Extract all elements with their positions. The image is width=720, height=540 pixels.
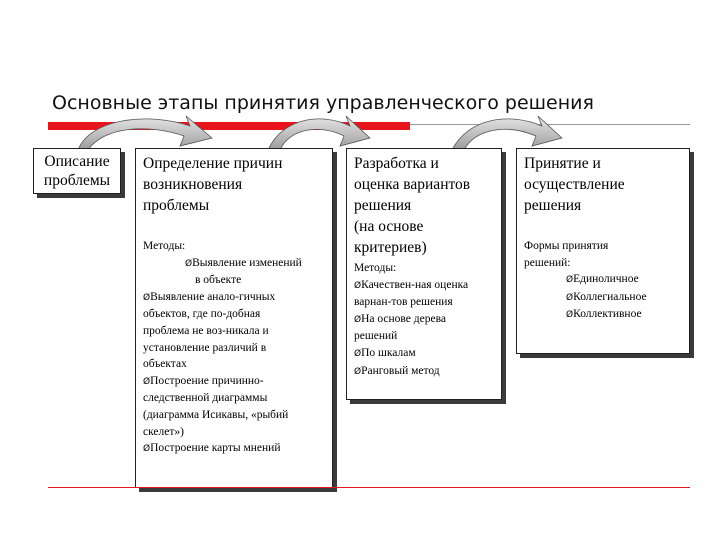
form-item: Единоличное [573, 273, 639, 286]
bullet-arrow-icon: Ø [354, 348, 362, 359]
method-item-continuation: объектах [143, 358, 187, 371]
method-item-continuation: установление различий в [143, 341, 267, 354]
bullet-arrow-icon: Ø [354, 366, 362, 377]
arrow-3-to-4 [452, 116, 562, 150]
stage-3-heading-line: (на основе [354, 218, 424, 235]
bottom-rule [48, 487, 690, 488]
bullet-arrow-icon: Ø [185, 258, 193, 269]
stage-1-heading-line: Описание [44, 153, 110, 170]
bullet-arrow-icon: Ø [143, 292, 151, 303]
method-item-continuation: варнан-тов решения [354, 296, 453, 309]
form-item: Коллегиальное [573, 290, 647, 303]
method-item: Построение причинно- [150, 374, 264, 387]
arrow-1-to-2 [78, 116, 212, 150]
bullet-arrow-icon: Ø [354, 280, 362, 291]
stage-3-heading-line: решения [354, 197, 412, 214]
stage-2-heading-line: возникновения [143, 176, 243, 193]
bullet-arrow-icon: Ø [354, 314, 362, 325]
method-item: На основе дерева [361, 312, 446, 325]
stage-4-forms-label: решений: [524, 256, 571, 269]
method-item: Качествен-ная оценка [361, 278, 469, 291]
stage-box-decision-implementation [516, 148, 690, 354]
stage-3-heading-line: Разработка и [354, 155, 439, 172]
stage-1-heading-line: проблемы [43, 172, 111, 189]
method-item-continuation: проблема не воз-никала и [143, 324, 269, 337]
stage-3-methods-label: Методы: [354, 262, 397, 274]
stage-3-heading-line: оценка вариантов [354, 176, 471, 193]
bullet-arrow-icon: Ø [566, 310, 574, 321]
method-item: Выявление изменений [192, 256, 302, 269]
bullet-arrow-icon: Ø [143, 376, 151, 387]
page-title: Основные этапы принятия управленческого решения [52, 92, 594, 114]
method-item-continuation: решений [354, 330, 398, 343]
method-item: Выявление анало-гичных [150, 290, 276, 303]
method-item: По шкалам [361, 346, 416, 359]
stage-box-cause-identification [135, 148, 333, 488]
stage-4-forms-label: Формы принятия [524, 240, 609, 252]
stage-4-heading-line: решения [524, 197, 582, 214]
bullet-arrow-icon: Ø [566, 292, 574, 303]
method-item-continuation: (диаграмма Исикавы, «рыбий [143, 408, 289, 421]
method-item-continuation: скелет») [143, 425, 184, 438]
stage-2-methods-label: Методы: [143, 240, 186, 252]
arrow-2-to-3 [268, 116, 370, 150]
stage-2-heading-line: Определение причин [143, 155, 283, 172]
bullet-arrow-icon: Ø [143, 444, 151, 455]
bullet-arrow-icon: Ø [566, 275, 574, 286]
form-item: Коллективное [573, 308, 642, 321]
stage-4-heading-line: осуществление [524, 176, 625, 193]
stage-3-heading-line: критериев) [354, 239, 427, 256]
stage-4-heading-line: Принятие и [524, 155, 601, 172]
method-item-continuation: объектов, где по-добная [143, 308, 261, 321]
method-item: Построение карты мнений [150, 442, 281, 455]
method-item: Ранговый метод [361, 364, 440, 377]
method-item-continuation: следственной диаграммы [143, 392, 268, 405]
method-item-continuation: в объекте [195, 274, 242, 287]
stage-2-heading-line: проблемы [143, 197, 210, 214]
stage-box-alternatives-development [346, 148, 502, 400]
stage-box-problem-description [33, 148, 121, 194]
